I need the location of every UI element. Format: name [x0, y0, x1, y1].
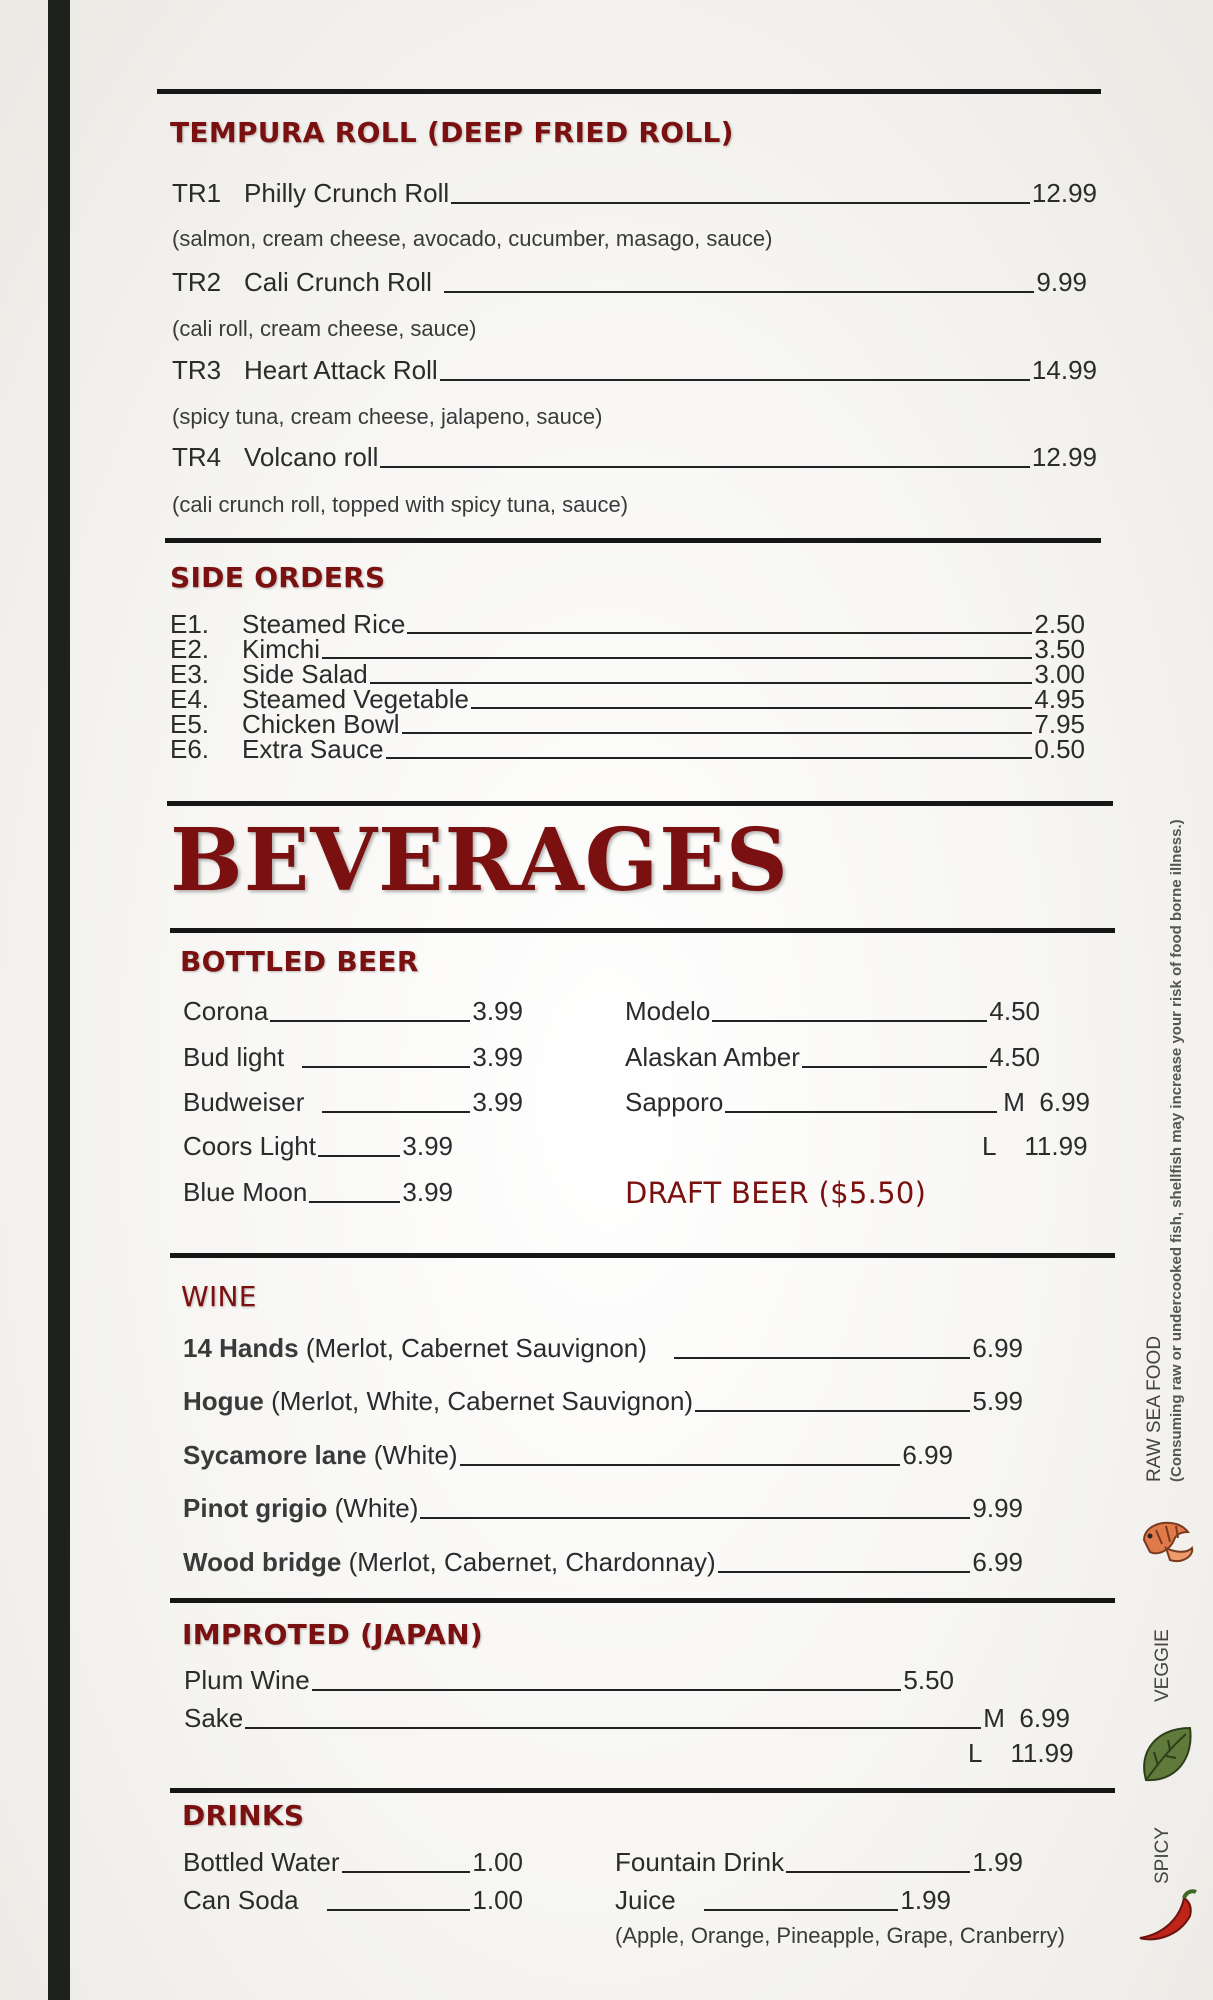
section-title-beer: BOTTLED BEER — [180, 945, 419, 978]
beer-item[interactable]: Budweiser 3.99 — [183, 1087, 523, 1117]
divider — [170, 1253, 1115, 1258]
juice-flavors: (Apple, Orange, Pineapple, Grape, Cranberry) — [615, 1923, 1066, 1948]
divider — [170, 1788, 1115, 1793]
section-title-wine: WINE — [181, 1280, 257, 1313]
draft-beer-label: DRAFT BEER ($5.50) — [625, 1176, 927, 1210]
chili-pepper-icon — [1134, 1888, 1198, 1944]
beer-item[interactable]: Sapporo M 6.99 — [625, 1087, 1090, 1117]
sake-item[interactable]: Sake M 6.99 — [184, 1703, 1070, 1733]
leaf-icon — [1136, 1722, 1196, 1788]
sake-large-price: L 11.99 — [968, 1738, 1074, 1768]
beer-item[interactable]: Coors Light 3.99 — [183, 1131, 453, 1161]
section-title-drinks: DRINKS — [182, 1799, 305, 1832]
sapporo-large-price: L 11.99 — [982, 1131, 1088, 1161]
wine-item[interactable]: Pinot grigio (White) 9.99 — [183, 1493, 1023, 1523]
item-description: (salmon, cream cheese, avocado, cucumber, masago, sauce) — [172, 226, 773, 251]
menu-item[interactable]: E2. Kimchi 3.50 — [170, 634, 1085, 664]
drink-item[interactable]: Fountain Drink 1.99 — [615, 1847, 1023, 1877]
item-description: (cali crunch roll, topped with spicy tuna, sauce) — [172, 492, 629, 517]
drink-item[interactable]: Bottled Water 1.00 — [183, 1847, 523, 1877]
menu-item[interactable]: TR3 Heart Attack Roll 14.99 — [172, 355, 1097, 385]
menu-item[interactable]: TR2 Cali Crunch Roll 9.99 — [172, 267, 1087, 297]
beer-item[interactable]: Bud light 3.99 — [183, 1042, 523, 1072]
raw-seafood-warning: (Consuming raw or undercooked fish, shellfish may increase your risk of food borne illness.) — [1168, 819, 1185, 1482]
menu-item[interactable]: E6. Extra Sauce 0.50 — [170, 734, 1085, 764]
beer-item[interactable]: Corona 3.99 — [183, 996, 523, 1026]
veggie-label: VEGGIE — [1152, 1629, 1173, 1702]
section-title-imported: IMPROTED (JAPAN) — [182, 1618, 483, 1651]
divider — [165, 538, 1101, 543]
menu-item[interactable]: E3. Side Salad 3.00 — [170, 659, 1085, 689]
wine-item[interactable]: Sycamore lane (White) 6.99 — [183, 1440, 953, 1470]
item-description: (spicy tuna, cream cheese, jalapeno, sauce) — [172, 404, 603, 429]
left-decorative-bar — [48, 0, 70, 2000]
wine-item[interactable]: 14 Hands (Merlot, Cabernet Sauvignon) 6.99 — [183, 1333, 1023, 1363]
beer-item[interactable]: Alaskan Amber 4.50 — [625, 1042, 1040, 1072]
beverages-heading: BEVERAGES — [170, 810, 789, 911]
section-title-sides: SIDE ORDERS — [170, 561, 386, 594]
divider — [157, 89, 1101, 94]
divider — [170, 1598, 1115, 1603]
divider — [170, 928, 1115, 933]
plum-wine-item[interactable]: Plum Wine 5.50 — [184, 1665, 954, 1695]
legend-panel — [1130, 0, 1210, 2000]
wine-item[interactable]: Wood bridge (Merlot, Cabernet, Chardonnay) 6.99 — [183, 1547, 1023, 1577]
menu-item[interactable]: E1. Steamed Rice 2.50 — [170, 609, 1085, 639]
item-description: (cali roll, cream cheese, sauce) — [172, 316, 477, 341]
menu-item[interactable]: E4. Steamed Vegetable 4.95 — [170, 684, 1085, 714]
divider — [167, 801, 1113, 806]
beer-item[interactable]: Modelo 4.50 — [625, 996, 1040, 1026]
shrimp-icon — [1136, 1510, 1198, 1572]
section-title-tempura: TEMPURA ROLL (DEEP FRIED ROLL) — [170, 116, 734, 149]
menu-item[interactable]: E5. Chicken Bowl 7.95 — [170, 709, 1085, 739]
wine-item[interactable]: Hogue (Merlot, White, Cabernet Sauvignon) 5.99 — [183, 1386, 1023, 1416]
spicy-label: SPICY — [1152, 1826, 1173, 1884]
beer-item[interactable]: Blue Moon 3.99 — [183, 1177, 453, 1207]
drink-item[interactable]: Can Soda 1.00 — [183, 1885, 523, 1915]
drink-item[interactable]: Juice 1.99 — [615, 1885, 951, 1915]
menu-item[interactable]: TR1 Philly Crunch Roll 12.99 — [172, 178, 1097, 208]
raw-seafood-label: RAW SEA FOOD — [1144, 1335, 1165, 1482]
menu-item[interactable]: TR4 Volcano roll 12.99 — [172, 442, 1097, 472]
